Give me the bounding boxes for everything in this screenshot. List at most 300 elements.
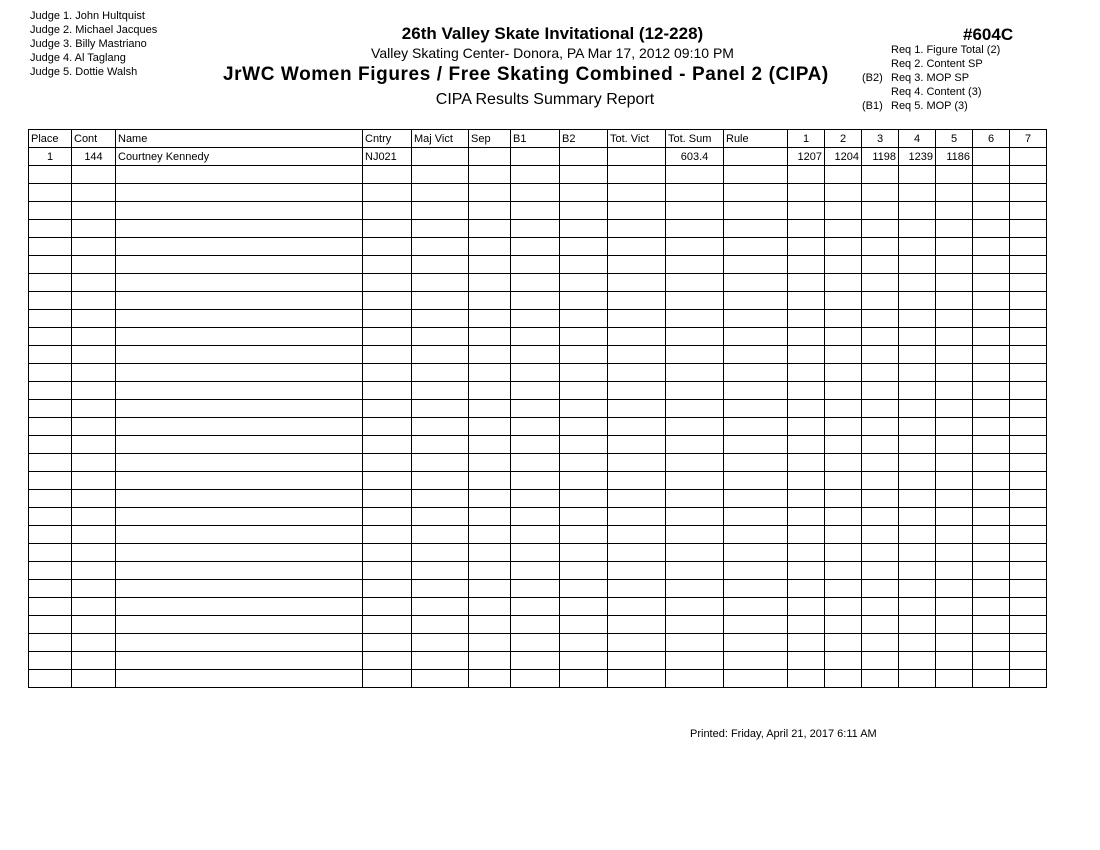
empty-cell [608, 364, 666, 382]
empty-cell [116, 418, 363, 436]
empty-cell [116, 544, 363, 562]
empty-cell [469, 508, 511, 526]
empty-cell [412, 184, 469, 202]
empty-cell [788, 598, 825, 616]
empty-cell [412, 472, 469, 490]
empty-cell [29, 166, 72, 184]
empty-cell [724, 274, 788, 292]
empty-cell [116, 598, 363, 616]
empty-cell [724, 238, 788, 256]
empty-cell [560, 436, 608, 454]
empty-cell [412, 292, 469, 310]
requirements-list [862, 43, 1000, 113]
empty-cell [788, 292, 825, 310]
empty-cell [72, 328, 116, 346]
empty-cell [469, 418, 511, 436]
empty-cell [29, 526, 72, 544]
empty-cell [825, 166, 862, 184]
empty-cell [72, 382, 116, 400]
empty-cell [862, 184, 899, 202]
empty-cell [72, 220, 116, 238]
judge-line: Judge 5. Dottie Walsh [30, 66, 138, 78]
empty-cell [608, 292, 666, 310]
empty-cell [412, 346, 469, 364]
empty-cell [72, 490, 116, 508]
empty-cell [666, 364, 724, 382]
empty-cell [899, 364, 936, 382]
empty-cell [973, 580, 1010, 598]
empty-cell [973, 472, 1010, 490]
empty-cell [936, 454, 973, 472]
empty-cell [29, 202, 72, 220]
empty-cell [825, 616, 862, 634]
empty-cell [116, 670, 363, 688]
empty-cell [936, 166, 973, 184]
empty-cell [1010, 238, 1047, 256]
empty-cell [862, 400, 899, 418]
empty-cell [862, 616, 899, 634]
empty-cell [1010, 310, 1047, 328]
empty-cell [412, 436, 469, 454]
empty-cell [862, 670, 899, 688]
empty-cell [973, 202, 1010, 220]
empty-cell [862, 382, 899, 400]
empty-cell [825, 454, 862, 472]
empty-cell [511, 400, 560, 418]
empty-cell [560, 562, 608, 580]
empty-cell [788, 274, 825, 292]
table-row [29, 616, 1047, 634]
table-row [29, 220, 1047, 238]
empty-cell [899, 256, 936, 274]
empty-cell [363, 274, 412, 292]
table-row [29, 454, 1047, 472]
empty-cell [608, 508, 666, 526]
empty-cell [363, 292, 412, 310]
venue-date: Valley Skating Center- Donora, PA Mar 17, 2012 09:10 PM [371, 45, 734, 61]
column-header: Cont [72, 130, 116, 148]
empty-cell [608, 652, 666, 670]
empty-cell [608, 472, 666, 490]
empty-cell [724, 580, 788, 598]
empty-cell [899, 652, 936, 670]
empty-cell [724, 346, 788, 364]
empty-cell [363, 670, 412, 688]
empty-cell [788, 310, 825, 328]
empty-cell [363, 310, 412, 328]
empty-cell [608, 238, 666, 256]
empty-cell [560, 490, 608, 508]
empty-cell [899, 418, 936, 436]
empty-cell [862, 544, 899, 562]
empty-cell [724, 328, 788, 346]
empty-cell [560, 382, 608, 400]
empty-cell [511, 274, 560, 292]
empty-cell [116, 508, 363, 526]
empty-cell [788, 490, 825, 508]
table-row [29, 652, 1047, 670]
empty-cell [666, 328, 724, 346]
empty-cell [511, 634, 560, 652]
empty-cell [560, 400, 608, 418]
empty-cell [788, 436, 825, 454]
column-header: Sep [469, 130, 511, 148]
empty-cell [29, 598, 72, 616]
table-row [29, 580, 1047, 598]
empty-cell [973, 436, 1010, 454]
empty-cell [363, 418, 412, 436]
empty-cell [666, 166, 724, 184]
competition-title: 26th Valley Skate Invitational (12-228) [401, 24, 704, 43]
empty-cell [666, 562, 724, 580]
empty-cell [724, 544, 788, 562]
empty-cell [29, 328, 72, 346]
empty-cell [973, 166, 1010, 184]
requirement-line [862, 71, 1000, 85]
empty-cell [666, 292, 724, 310]
empty-cell [363, 454, 412, 472]
empty-cell [666, 346, 724, 364]
empty-cell [412, 670, 469, 688]
empty-cell [469, 220, 511, 238]
empty-cell [724, 616, 788, 634]
empty-cell [608, 256, 666, 274]
empty-cell [862, 292, 899, 310]
empty-cell [469, 184, 511, 202]
empty-cell [511, 508, 560, 526]
empty-cell [608, 526, 666, 544]
empty-cell [469, 454, 511, 472]
empty-cell [363, 346, 412, 364]
empty-cell [1010, 454, 1047, 472]
empty-cell [363, 256, 412, 274]
judge-7-score [1010, 148, 1047, 166]
empty-cell [936, 544, 973, 562]
empty-cell [72, 634, 116, 652]
empty-cell [973, 328, 1010, 346]
empty-cell [511, 166, 560, 184]
empty-cell [116, 256, 363, 274]
empty-cell [936, 346, 973, 364]
empty-cell [116, 490, 363, 508]
empty-cell [825, 274, 862, 292]
empty-cell [899, 166, 936, 184]
empty-cell [116, 364, 363, 382]
empty-cell [973, 292, 1010, 310]
empty-cell [899, 526, 936, 544]
empty-cell [1010, 184, 1047, 202]
empty-cell [560, 310, 608, 328]
empty-cell [936, 418, 973, 436]
column-header: Place [29, 130, 72, 148]
empty-cell [666, 454, 724, 472]
empty-cell [936, 256, 973, 274]
empty-cell [788, 634, 825, 652]
empty-cell [666, 238, 724, 256]
judge-2-score: 1204 [825, 148, 862, 166]
empty-cell [973, 526, 1010, 544]
table-row [29, 400, 1047, 418]
table-row [29, 364, 1047, 382]
empty-cell [412, 364, 469, 382]
empty-cell [862, 562, 899, 580]
empty-cell [862, 436, 899, 454]
empty-cell [825, 598, 862, 616]
empty-cell [72, 670, 116, 688]
empty-cell [72, 616, 116, 634]
empty-cell [116, 634, 363, 652]
empty-cell [116, 562, 363, 580]
empty-cell [724, 184, 788, 202]
table-row [29, 274, 1047, 292]
empty-cell [899, 400, 936, 418]
table-row [29, 328, 1047, 346]
empty-cell [511, 238, 560, 256]
empty-cell [1010, 400, 1047, 418]
empty-cell [899, 454, 936, 472]
empty-cell [560, 292, 608, 310]
empty-cell [899, 508, 936, 526]
empty-cell [862, 652, 899, 670]
table-row [29, 292, 1047, 310]
b1-cell [511, 148, 560, 166]
empty-cell [72, 580, 116, 598]
empty-cell [29, 616, 72, 634]
empty-cell [469, 436, 511, 454]
empty-cell [560, 580, 608, 598]
requirement-text: Req 2. Content SP [891, 58, 983, 70]
empty-cell [116, 310, 363, 328]
empty-cell [973, 454, 1010, 472]
empty-cell [936, 508, 973, 526]
country-cell: NJ021 [363, 148, 412, 166]
empty-cell [973, 364, 1010, 382]
empty-cell [724, 562, 788, 580]
empty-cell [666, 418, 724, 436]
empty-cell [29, 364, 72, 382]
empty-cell [973, 274, 1010, 292]
empty-cell [973, 598, 1010, 616]
empty-cell [363, 184, 412, 202]
empty-cell [560, 184, 608, 202]
empty-cell [666, 634, 724, 652]
empty-cell [72, 274, 116, 292]
empty-cell [608, 220, 666, 238]
empty-cell [825, 508, 862, 526]
empty-cell [973, 670, 1010, 688]
requirement-line [862, 85, 1000, 99]
table-row [29, 148, 1047, 166]
empty-cell [608, 328, 666, 346]
empty-cell [936, 490, 973, 508]
empty-cell [666, 490, 724, 508]
empty-cell [116, 472, 363, 490]
empty-cell [1010, 580, 1047, 598]
empty-cell [973, 652, 1010, 670]
empty-cell [608, 418, 666, 436]
column-header: Tot. Vict [608, 130, 666, 148]
table-row [29, 436, 1047, 454]
empty-cell [560, 634, 608, 652]
empty-cell [724, 310, 788, 328]
empty-cell [469, 364, 511, 382]
tot-sum-cell: 603.4 [666, 148, 724, 166]
empty-cell [862, 364, 899, 382]
name-cell: Courtney Kennedy [116, 148, 363, 166]
table-row [29, 526, 1047, 544]
empty-cell [412, 238, 469, 256]
empty-cell [666, 472, 724, 490]
empty-cell [363, 526, 412, 544]
empty-cell [363, 472, 412, 490]
empty-cell [412, 562, 469, 580]
table-header-row [29, 130, 1047, 148]
empty-cell [666, 526, 724, 544]
empty-cell [608, 580, 666, 598]
empty-cell [363, 238, 412, 256]
empty-cell [788, 508, 825, 526]
empty-cell [666, 436, 724, 454]
empty-cell [825, 202, 862, 220]
empty-cell [862, 418, 899, 436]
empty-cell [1010, 436, 1047, 454]
table-row [29, 256, 1047, 274]
empty-cell [412, 382, 469, 400]
event-title: JrWC Women Figures / Free Skating Combined - Panel 2 (CIPA) [223, 64, 829, 85]
empty-cell [412, 202, 469, 220]
empty-cell [724, 382, 788, 400]
empty-cell [936, 274, 973, 292]
empty-cell [608, 346, 666, 364]
results-table [28, 129, 1047, 688]
empty-cell [608, 634, 666, 652]
empty-cell [560, 454, 608, 472]
empty-cell [1010, 328, 1047, 346]
empty-cell [511, 490, 560, 508]
empty-cell [29, 562, 72, 580]
empty-cell [862, 346, 899, 364]
empty-cell [469, 256, 511, 274]
empty-cell [72, 526, 116, 544]
empty-cell [560, 652, 608, 670]
empty-cell [469, 310, 511, 328]
table-row [29, 508, 1047, 526]
empty-cell [862, 166, 899, 184]
empty-cell [72, 652, 116, 670]
empty-cell [899, 670, 936, 688]
empty-cell [608, 544, 666, 562]
empty-cell [973, 256, 1010, 274]
empty-cell [412, 634, 469, 652]
empty-cell [469, 166, 511, 184]
empty-cell [511, 346, 560, 364]
requirement-text: Req 5. MOP (3) [891, 100, 968, 112]
empty-cell [560, 526, 608, 544]
empty-cell [788, 184, 825, 202]
empty-cell [29, 508, 72, 526]
empty-cell [116, 328, 363, 346]
empty-cell [29, 418, 72, 436]
empty-cell [788, 382, 825, 400]
empty-cell [469, 292, 511, 310]
empty-cell [412, 490, 469, 508]
empty-cell [666, 670, 724, 688]
empty-cell [899, 544, 936, 562]
empty-cell [511, 598, 560, 616]
requirement-text: Req 3. MOP SP [891, 72, 970, 84]
empty-cell [1010, 346, 1047, 364]
table-row [29, 562, 1047, 580]
judge-line: Judge 2. Michael Jacques [30, 24, 158, 36]
empty-cell [724, 454, 788, 472]
empty-cell [363, 652, 412, 670]
empty-cell [788, 166, 825, 184]
empty-cell [899, 472, 936, 490]
table-row [29, 634, 1047, 652]
empty-cell [899, 202, 936, 220]
empty-cell [608, 598, 666, 616]
empty-cell [666, 400, 724, 418]
empty-cell [862, 598, 899, 616]
empty-cell [560, 328, 608, 346]
empty-cell [511, 220, 560, 238]
empty-cell [511, 616, 560, 634]
empty-cell [899, 598, 936, 616]
empty-cell [788, 220, 825, 238]
empty-cell [608, 490, 666, 508]
empty-cell [1010, 526, 1047, 544]
empty-cell [788, 202, 825, 220]
empty-cell [666, 184, 724, 202]
empty-cell [29, 382, 72, 400]
empty-cell [973, 562, 1010, 580]
empty-cell [936, 364, 973, 382]
empty-cell [29, 256, 72, 274]
empty-cell [608, 184, 666, 202]
empty-cell [363, 598, 412, 616]
empty-cell [560, 598, 608, 616]
empty-cell [469, 634, 511, 652]
empty-cell [116, 166, 363, 184]
empty-cell [788, 580, 825, 598]
empty-cell [1010, 670, 1047, 688]
empty-cell [825, 256, 862, 274]
empty-cell [666, 202, 724, 220]
empty-cell [1010, 508, 1047, 526]
empty-cell [511, 454, 560, 472]
empty-cell [469, 328, 511, 346]
empty-cell [666, 580, 724, 598]
empty-cell [511, 472, 560, 490]
empty-cell [788, 472, 825, 490]
empty-cell [469, 400, 511, 418]
requirement-line [862, 57, 1000, 71]
empty-cell [825, 472, 862, 490]
empty-cell [1010, 598, 1047, 616]
empty-cell [469, 562, 511, 580]
empty-cell [862, 526, 899, 544]
empty-cell [973, 382, 1010, 400]
empty-cell [1010, 472, 1047, 490]
empty-cell [825, 400, 862, 418]
empty-cell [666, 220, 724, 238]
empty-cell [899, 238, 936, 256]
empty-cell [511, 310, 560, 328]
empty-cell [788, 562, 825, 580]
empty-cell [899, 310, 936, 328]
column-header: 3 [862, 130, 899, 148]
empty-cell [936, 238, 973, 256]
